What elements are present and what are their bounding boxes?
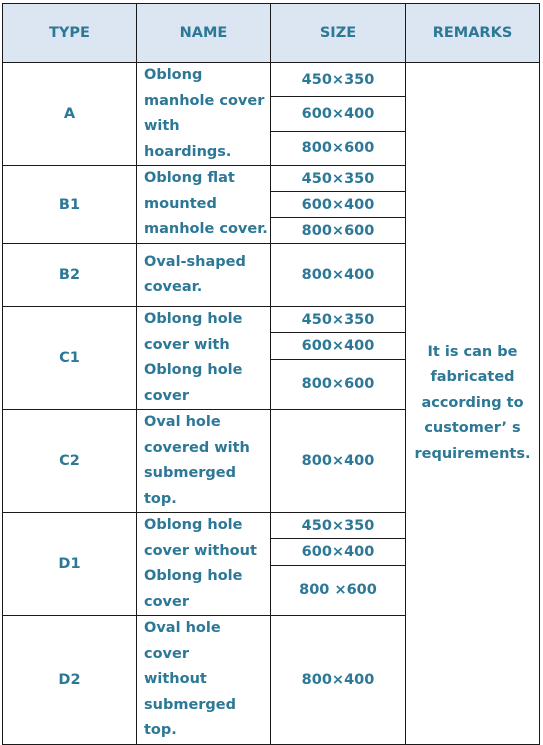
type-cell: D2: [3, 616, 137, 745]
table-row: [3, 63, 540, 97]
size-cell: 600×400: [271, 97, 406, 131]
size-cell: 450×350: [271, 166, 406, 192]
size-cell: 800×400: [271, 244, 406, 307]
manhole-cover-table: [2, 3, 540, 745]
header-type: TYPE: [3, 4, 137, 63]
name-cell: [137, 244, 271, 307]
size-cell: 450×350: [271, 307, 406, 333]
remarks-text: It is can be fabricated according to customer’ s requirements.: [414, 343, 531, 462]
header-remarks: REMARKS: [406, 4, 540, 63]
type-cell: C1: [3, 307, 137, 410]
size-cell: 800×600: [271, 131, 406, 165]
name-text: Oblong flat mounted manhole cover.: [144, 170, 268, 238]
size-cell: 800×400: [271, 616, 406, 745]
size-cell: 800 ×600: [271, 565, 406, 616]
name-cell: [137, 513, 271, 616]
size-cell: 600×400: [271, 192, 406, 218]
name-cell: [137, 63, 271, 166]
name-cell: [137, 307, 271, 410]
name-cell: [137, 616, 271, 745]
size-cell: 450×350: [271, 513, 406, 539]
type-cell: C2: [3, 410, 137, 513]
size-cell: 800×400: [271, 410, 406, 513]
remarks-cell: [406, 63, 540, 745]
type-cell: B1: [3, 166, 137, 244]
type-cell: A: [3, 63, 137, 166]
name-cell: [137, 410, 271, 513]
name-text: Oblong hole cover with Oblong hole cover: [144, 311, 243, 404]
name-cell: [137, 166, 271, 244]
name-text: Oval-shaped covear.: [144, 253, 246, 295]
size-cell: 600×400: [271, 333, 406, 359]
size-cell: 800×600: [271, 359, 406, 410]
size-cell: 450×350: [271, 63, 406, 97]
header-size: SIZE: [271, 4, 406, 63]
name-text: Oval hole covered with submerged top.: [144, 414, 250, 507]
name-text: Oval hole cover without submerged top.: [144, 620, 237, 738]
name-text: Oblong manhole cover with hoardings.: [144, 67, 265, 160]
header-row: [3, 4, 540, 63]
header-name: NAME: [137, 4, 271, 63]
size-cell: 600×400: [271, 539, 406, 565]
size-cell: 800×600: [271, 218, 406, 244]
type-cell: B2: [3, 244, 137, 307]
type-cell: D1: [3, 513, 137, 616]
name-text: Oblong hole cover without Oblong hole cover: [144, 517, 257, 610]
